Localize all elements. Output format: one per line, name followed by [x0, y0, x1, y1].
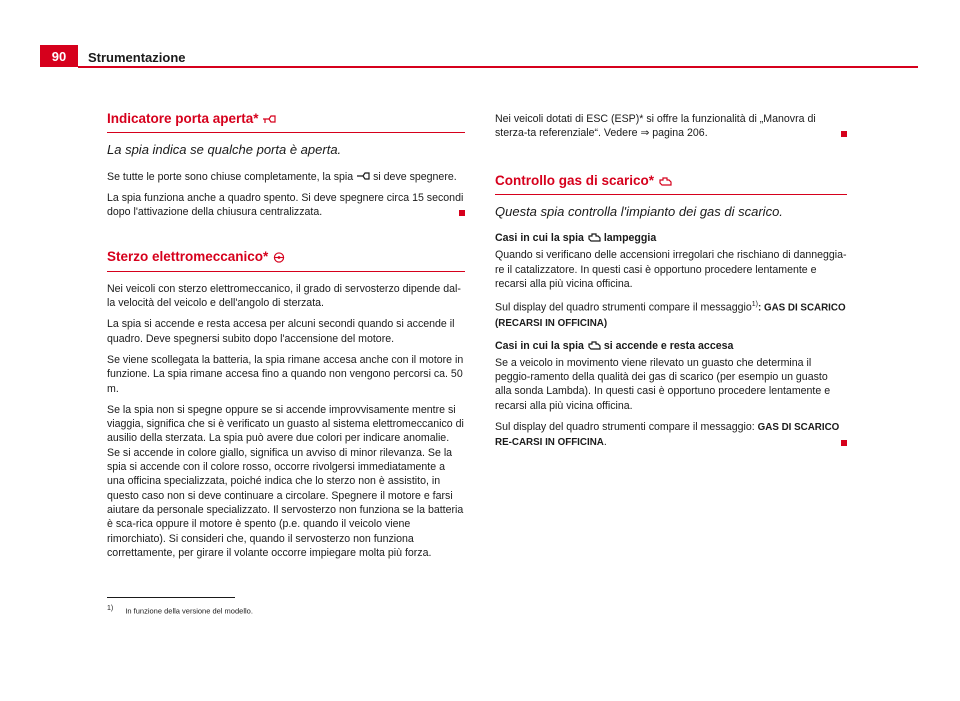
footnote [107, 605, 253, 616]
footnote-mark: 1) [107, 605, 114, 612]
subheading [495, 231, 847, 245]
heading-text: Controllo gas di scarico* [495, 172, 655, 188]
text: Nei veicoli dotati di ESC (ESP)* si offre la funzionalità di „Manovra di sterza-ta referenziale“. Vedere ⇒ pagina 206. [495, 113, 816, 140]
right-column [495, 112, 847, 458]
footnote-text: In funzione della versione del modello. [125, 606, 253, 616]
footnote-ref: 1) [751, 301, 758, 309]
text: Casi in cui la spia [495, 232, 584, 245]
text: si accende e resta accesa [603, 339, 734, 352]
section-end-marker [841, 440, 847, 446]
paragraph: Quando si verificano delle accensioni irregolari che rischiano di danneggia-re il catalizzatore. In questi casi è opportuno procedere lentamente e recarsi alla più vicina officina. [495, 249, 847, 291]
paragraph [107, 191, 465, 220]
lead-text: Questa spia controlla l'impianto dei gas di scarico. [495, 203, 783, 219]
paragraph: Se viene scollegata la batteria, la spia rimane accesa anche con il motore in funzione. La spia rimane accesa fino a quando non vengono percorsi ca. 50 m. [107, 353, 464, 395]
text: Sul display del quadro strumenti compare il messaggio [495, 301, 752, 314]
paragraph [495, 298, 847, 331]
header-rule [78, 66, 918, 68]
paragraph [495, 420, 847, 451]
steering-wheel-icon [272, 252, 286, 263]
text: Casi in cui la spia [495, 339, 584, 352]
paragraph: La spia si accende e resta accesa per alcuni secondi quando si accende il quadro. Deve spegnersi subito dopo l'accensione del motore. [107, 318, 455, 345]
engine-icon [587, 232, 601, 243]
heading-text: Sterzo elettromeccanico* [107, 249, 269, 265]
section-heading-exhaust [495, 174, 847, 195]
engine-icon [587, 340, 601, 351]
display-message: : GAS DI SCARICO (RECARSI IN OFFICINA) [495, 302, 846, 330]
section-end-marker [459, 210, 465, 216]
display-message: GAS DI SCARICO RE-CARSI IN OFFICINA [495, 421, 840, 449]
text: lampeggia [603, 232, 657, 245]
page-number: 90 [40, 45, 78, 67]
text: si deve spegnere. [373, 170, 457, 183]
subheading [495, 339, 847, 353]
open-door-icon [356, 171, 370, 182]
paragraph: Se la spia non si spegne oppure se si accende improvvisamente mentre si viaggia, significa che si è verificato un guasto al sistema elettromeccanico di ausilio della sterzata. La spia può avere due colori per indicare anomalie. Se si accende in colore giallo, significa un avviso di minor rilevanza. Se la spia si accende con il colore rosso, occorre rivolgersi immediatamente a una officina specializzata, poiché indica che lo sterzo non è assistito, in questo caso non si deve continuare a circolare. Spegnere il motore e farsi aiutare da personale specializzato. Il servosterzo non funziona se la batteria è sca-rica oppure il motore è spento (p.e. quando il veicolo viene rimorchiato). Si consideri che, quando il servosterzo non funziona correttamente, per girare il volante occorre impiegare molta più forza. [107, 403, 464, 559]
section-heading-steering [107, 250, 465, 271]
section-heading-door [107, 112, 465, 133]
text: Sul display del quadro strumenti compare il messaggio: [495, 420, 755, 433]
text: . [603, 436, 607, 449]
text: Se tutte le porte sono chiuse completamente, la spia [107, 170, 354, 183]
left-column [107, 112, 465, 567]
open-door-icon [262, 114, 276, 125]
text: La spia funziona anche a quadro spento. Si deve spegnere circa 15 secondi dopo l'attivazione della chiusura centralizzata. [107, 191, 464, 219]
footnote-rule [107, 597, 235, 598]
chapter-title: Strumentazione [88, 50, 186, 65]
lead-text: La spia indica se qualche porta è aperta. [107, 142, 342, 158]
paragraph: Nei veicoli con sterzo elettromeccanico, il grado di servosterzo dipende dal-la velocità del veicolo e dell'angolo di sterzata. [107, 282, 461, 310]
heading-text: Indicatore porta aperta* [107, 111, 259, 126]
paragraph [107, 170, 465, 184]
paragraph [495, 112, 847, 141]
engine-icon [658, 176, 672, 187]
paragraph: Se a veicolo in movimento viene rilevato un guasto che determina il peggio-ramento della qualità dei gas di scarico (per esempio un guasto alla sonda Lambda). In questi casi è opportuno procedere lentamente e recarsi alla più vicina officina. [495, 356, 831, 412]
section-end-marker [841, 131, 847, 137]
